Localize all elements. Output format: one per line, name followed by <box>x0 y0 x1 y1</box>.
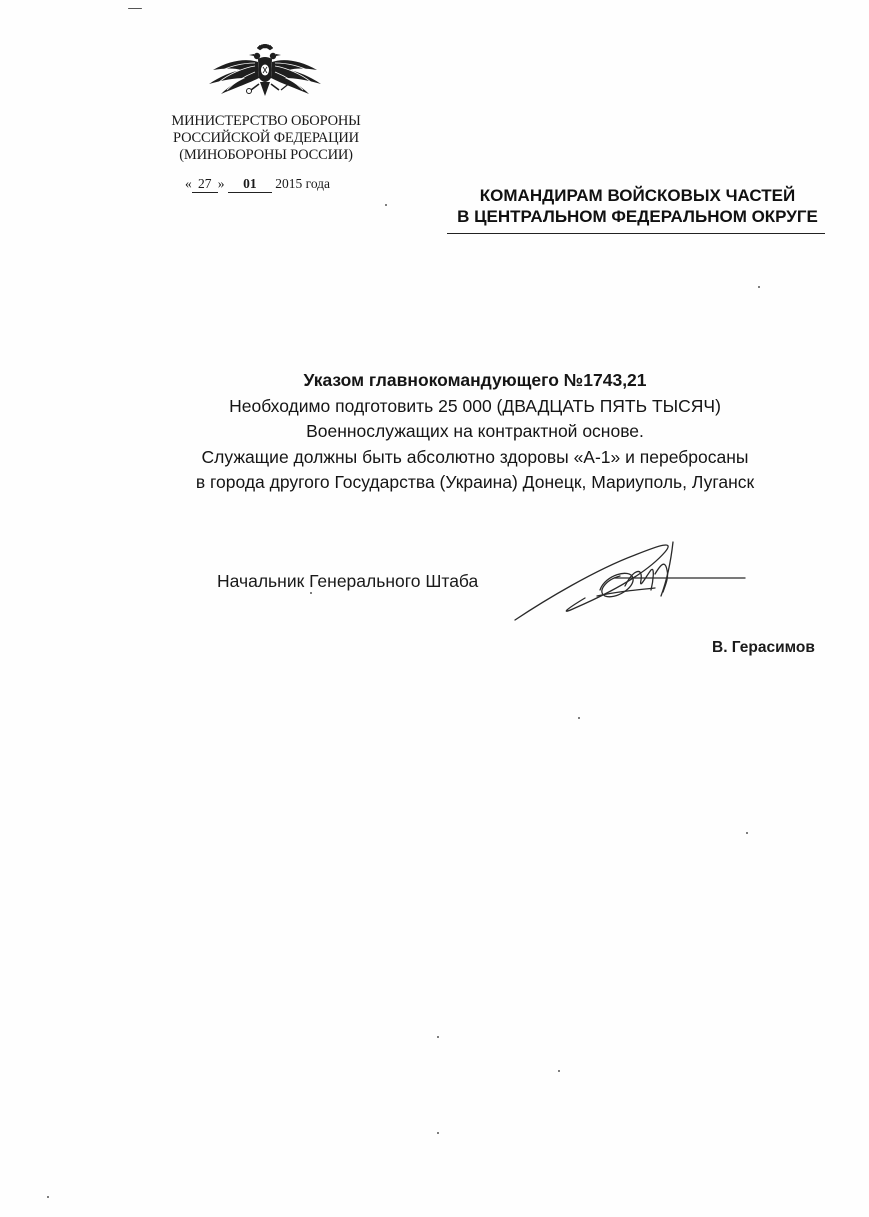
scan-speck <box>558 1070 560 1072</box>
addressee-underline <box>447 233 825 234</box>
signer-title: Начальник Генерального Штаба <box>217 571 479 591</box>
scan-speck <box>746 832 748 834</box>
scan-speck <box>128 8 142 9</box>
decree-heading: Указом главнокомандующего №1743,21 <box>303 370 647 390</box>
handwritten-signature <box>505 530 755 630</box>
scan-speck <box>578 717 580 719</box>
ministry-name <box>150 113 382 164</box>
scan-speck <box>437 1132 439 1134</box>
body-line-1: Необходимо подготовить 25 000 (ДВАДЦАТЬ ПЯТЬ ТЫСЯЧ) <box>229 395 721 416</box>
scan-speck <box>437 1036 439 1038</box>
addressee-line-1: КОМАНДИРАМ ВОЙСКОВЫХ ЧАСТЕЙ <box>479 186 796 205</box>
date-close-quote: » <box>217 176 225 191</box>
body-line-2: Военнослужащих на контрактной основе. <box>306 421 644 441</box>
body-line-4: в города другого Государства (Украина) Донецк, Мариуполь, Луганск <box>195 472 755 492</box>
addressee <box>440 185 835 227</box>
date-open-quote: « <box>185 176 192 191</box>
scan-speck <box>385 204 387 206</box>
document-date <box>185 176 385 193</box>
body-line-3: Служащие должны быть абсолютно здоровы «А-1» и переброcаны <box>201 446 749 467</box>
date-year: 2015 года <box>275 176 331 191</box>
ministry-line-3: (МИНОБОРОНЫ РОССИИ) <box>179 147 353 163</box>
addressee-line-2: В ЦЕНТРАЛЬНОМ ФЕДЕРАЛЬНОМ ОКРУГЕ <box>457 207 818 226</box>
date-day: 27 <box>192 176 218 193</box>
date-month: 01 <box>228 176 272 193</box>
scan-speck <box>47 1196 49 1198</box>
signer-name: В. Герасимов <box>712 639 815 656</box>
double-headed-eagle-icon <box>205 44 325 100</box>
ministry-line-2: РОССИЙСКОЙ ФЕДЕРАЦИИ <box>173 130 359 146</box>
ministry-line-1: МИНИСТЕРСТВО ОБОРОНЫ <box>171 113 361 129</box>
document-body <box>150 368 800 496</box>
scan-speck <box>310 592 312 594</box>
scan-speck <box>758 286 760 288</box>
